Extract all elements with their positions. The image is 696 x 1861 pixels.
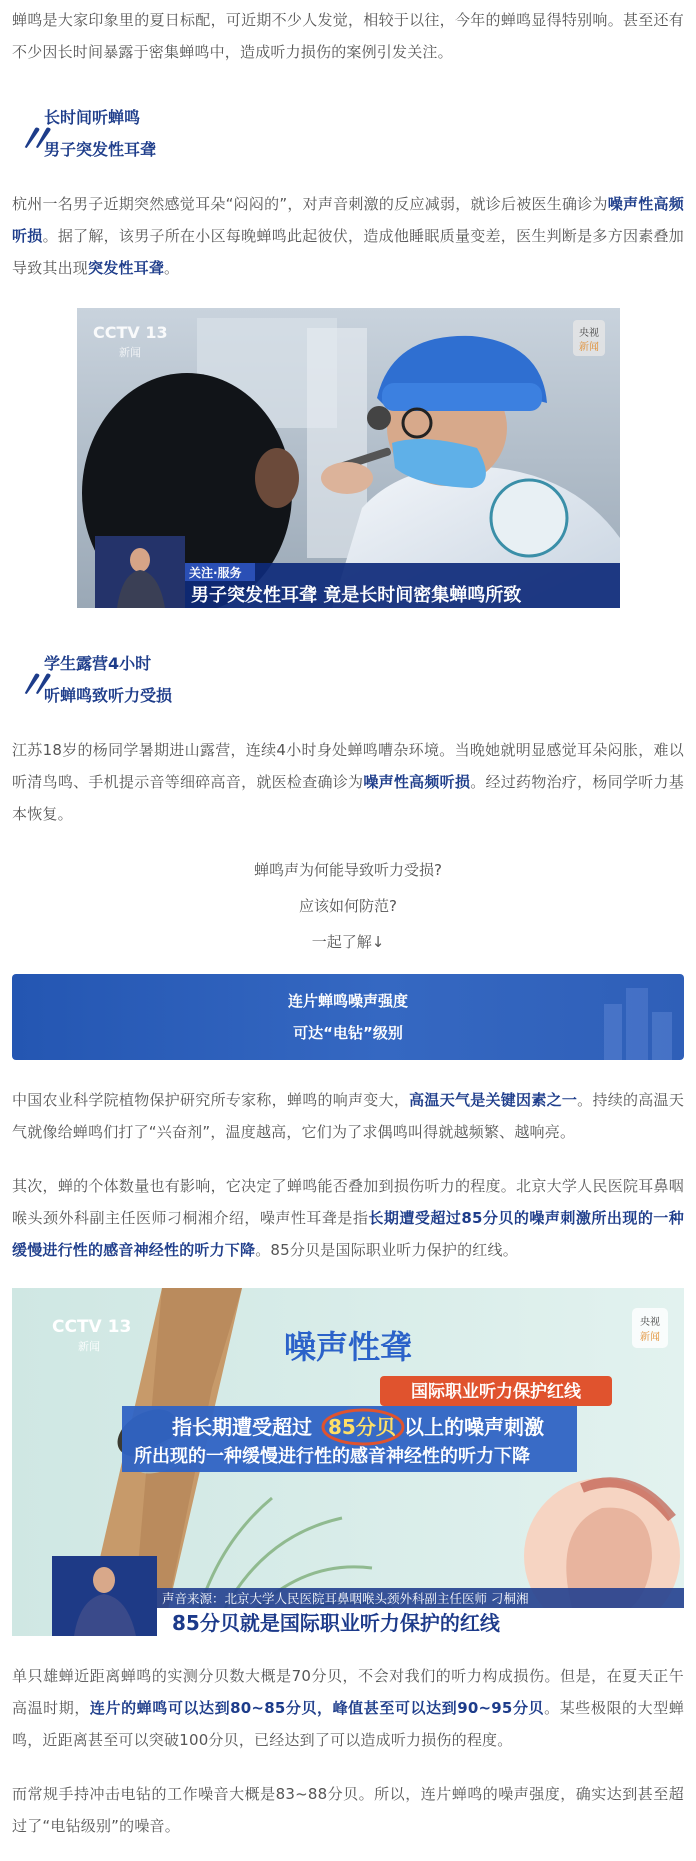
corner-logo-line2: 新闻: [640, 1332, 660, 1343]
text-run: 。85分贝是国际职业听力保护的红线。: [255, 1241, 518, 1259]
noise-deafness-graphic: [12, 1288, 684, 1636]
quote-mark-icon: 〃: [14, 662, 48, 709]
text-run: 杭州一名男子近期突然感觉耳朵“闷闷的”，对声音刺激的反应减弱，就诊后被医生确诊为: [12, 195, 608, 213]
section-banner: [12, 974, 684, 1060]
intro-paragraph: 蝉鸣是大家印象里的夏日标配，可近期不少人发觉，相较于以往，今年的蝉鸣显得特别响。甚至还有不少因长时间暴露于密集蝉鸣中，造成听力损伤的案例引发关注。: [12, 11, 684, 61]
question-line: 一起了解↓: [311, 933, 385, 951]
highlight-text: 连片的蝉鸣可以达到80~85分贝，峰值甚至可以达到90~95分贝: [89, 1699, 545, 1717]
definition-line2: 所出现的一种缓慢进行性的感音神经性的听力下降: [134, 1446, 530, 1467]
text-run: 。: [164, 259, 180, 277]
text-run: 江苏18岁的杨同学暑期进山露营，连续4小时身处蝉鸣嘈杂环境。当晚她就明显感觉耳朵闷胀，难以听清鸟鸣、手机提示音等细碎高音，就医检查确诊为: [12, 741, 684, 791]
text-run: 。据了解，该男子所在小区每晚蝉鸣此起彼伏，造成他睡眠质量变差，医生判断是多方因素叠加导致其出现: [12, 227, 685, 277]
paragraph-decibels: [12, 1660, 684, 1756]
section1-title-line2: 男子突发性耳聋: [44, 140, 157, 159]
section2-heading: [12, 648, 684, 712]
highlight-text: 突发性耳聋: [88, 259, 165, 277]
section2-title-line1: 学生露营4小时: [44, 654, 152, 673]
text-run: 。持续的高温天气就像给蝉鸣们打了“兴奋剂”，温度越高，它们为了求偶鸣叫得就越频繁、越响亮。: [12, 1091, 685, 1141]
question-line: 蝉鸣声为何能导致听力受损?: [254, 861, 442, 879]
question-line: 应该如何防范?: [299, 897, 397, 915]
highlight-text: 噪声性高频听损: [363, 773, 471, 791]
text-run: 。经过药物治疗，杨同学听力基本恢复。: [12, 773, 684, 823]
highlight-text: 噪声性高频听损: [12, 195, 684, 245]
question-block: [12, 852, 684, 960]
cctv-logo: CCTV 13: [92, 323, 168, 342]
highlight-text: 高温天气是关键因素之一: [409, 1091, 578, 1109]
definition-line1a: 指长期遭受超过: [172, 1415, 312, 1439]
corner-logo-line1: 央视: [578, 328, 599, 339]
banner-line1: 连片蝉鸣噪声强度: [287, 992, 408, 1010]
banner-line2: 可达“电钻”级别: [293, 1024, 403, 1042]
paragraph-definition: [12, 1170, 684, 1266]
corner-logo-line1: 央视: [640, 1317, 660, 1328]
quote-mark-icon: 〃: [14, 116, 48, 163]
paragraph-drill: 而常规手持冲击电钻的工作噪音大概是83~88分贝。所以，连片蝉鸣的噪声强度，确实达到甚至超过了“电钻级别”的噪音。: [12, 1785, 684, 1835]
caption-text: 男子突发性耳聋 竟是长时间密集蝉鸣所致: [190, 585, 521, 606]
section1-heading: [12, 102, 684, 166]
caption-text: 85分贝就是国际职业听力保护的红线: [172, 1611, 500, 1635]
graphic-title: 噪声性聋: [283, 1328, 413, 1366]
cctv-logo: CCTV 13: [52, 1317, 132, 1337]
news-photo-doctor: [77, 308, 620, 608]
section2-title-line2: 听蝉鸣致听力受损: [44, 686, 173, 705]
text-run: 中国农业科学院植物保护研究所专家称，蝉鸣的响声变大，: [12, 1091, 410, 1109]
red-tag-text: 国际职业听力保护红线: [411, 1382, 581, 1402]
text-run: 其次，蝉的个体数量也有影响，它决定了蝉鸣能否叠加到损伤听力的程度。北京大学人民医院耳鼻咽喉头颈外科副主任医师刁桐湘介绍，噪声性耳聋是指: [12, 1177, 684, 1227]
definition-line1b: 85分贝: [328, 1415, 396, 1439]
text-run: 单只雄蝉近距离蝉鸣的实测分贝数大概是70分贝，不会对我们的听力构成损伤。但是，在夏天正午高温时期，: [12, 1667, 684, 1717]
paragraph-temperature: [12, 1084, 684, 1148]
corner-logo-line2: 新闻: [578, 342, 599, 353]
section2-paragraph: [12, 734, 684, 830]
doctor-exam-illustration: [77, 308, 620, 608]
building-decoration-icon: [574, 974, 684, 1060]
section1-paragraph: [12, 188, 684, 284]
source-text: 声音来源：北京大学人民医院耳鼻咽喉头颈外科副主任医师 刁桐湘: [162, 1591, 529, 1606]
text-run: 。某些极限的大型蝉鸣，近距离甚至可以突破100分贝，已经达到了可以造成听力损伤的程度。: [12, 1699, 684, 1749]
definition-line1c: 以上的噪声刺激: [404, 1415, 544, 1439]
news-photo-noise-deafness: [12, 1288, 684, 1636]
section1-title-line1: 长时间听蝉鸣: [44, 108, 141, 127]
highlight-text: 长期遭受超过85分贝的噪声刺激所出现的一种缓慢进行性的感音神经性的听力下降: [12, 1209, 685, 1259]
cctv-logo-sub: 新闻: [118, 346, 141, 359]
caption-tag: 关注·服务: [188, 566, 242, 580]
cctv-logo-sub: 新闻: [78, 1340, 100, 1353]
